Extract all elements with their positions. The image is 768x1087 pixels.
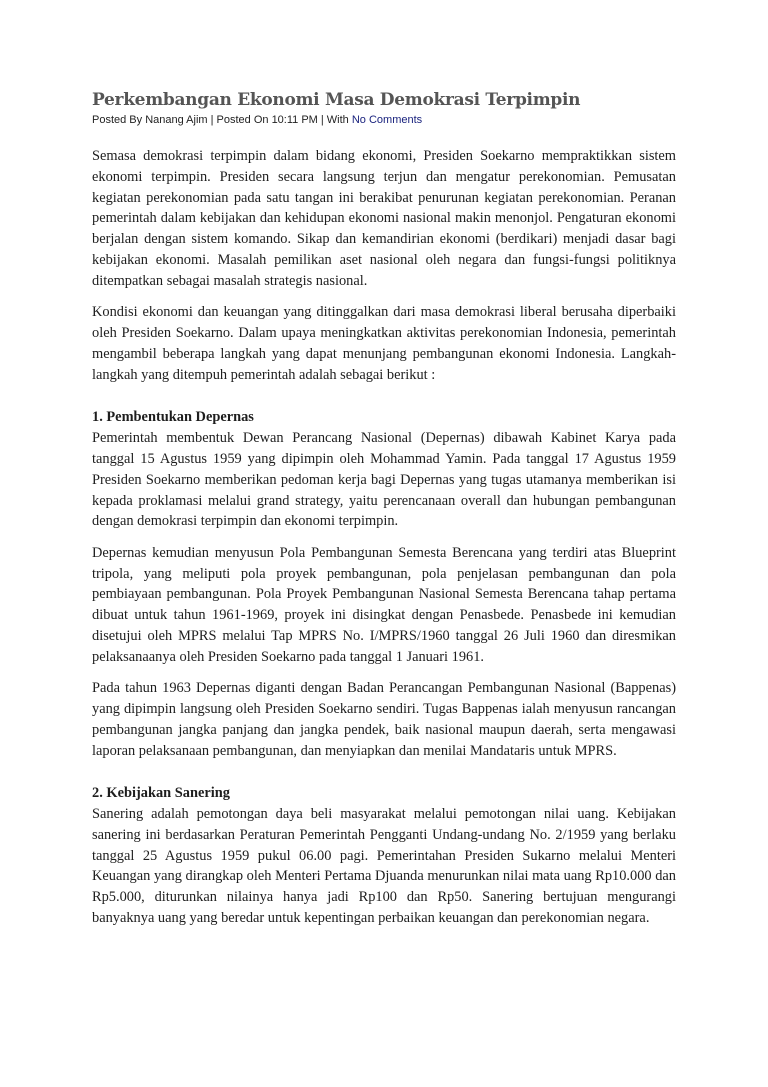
section-heading: 1. Pembentukan Depernas — [92, 409, 254, 426]
paragraph: Pada tahun 1963 Depernas diganti dengan Badan Perancangan Pembangunan Nasional (Bappenas) yang dipimpin langsung oleh Presiden Soekarno sendiri. Tugas Bappenas ialah menyusun rancangan pembangunan jangka panjang dan jangka pendek, baik nasional maupun daerah, serta mengawasi laporan pelaksanaan pembangunan, dan menyiapkan dan menilai Mandataris untuk MPRS. — [92, 680, 676, 759]
section-sanering — [92, 783, 676, 929]
post-meta-text: Posted By Nanang Ajim | Posted On 10:11 PM | With — [92, 114, 352, 126]
paragraph: Sanering adalah pemotongan daya beli masyarakat melalui pemotongan nilai uang. Kebijakan sanering ini berdasarkan Peraturan Pemerintah Pengganti Undang-undang No. 2/1959 yang berlaku tanggal 25 Agustus 1959 pukul 06.00 pagi. Pemerintahan Presiden Sukarno melalui Menteri Keuangan yang dirangkap oleh Menteri Pertama Djuanda menurunkan nilai mata uang Rp10.000 dan Rp5.000, diturunkan nilainya hanya jadi Rp100 dan Rp50. Sanering bertujuan mengurangi banyaknya uang yang beredar untuk kepentingan perbaikan keuangan dan perekonomian negara. — [92, 806, 676, 927]
paragraph: Kondisi ekonomi dan keuangan yang ditinggalkan dari masa demokrasi liberal berusaha diperbaiki oleh Presiden Soekarno. Dalam upaya meningkatkan aktivitas perekonomian Indonesia, pemerintah mengambil beberapa langkah yang dapat menunjang pembangunan ekonomi Indonesia. Langkah-langkah yang ditempuh pemerintah adalah sebagai berikut : — [92, 304, 676, 383]
comments-link[interactable]: No Comments — [351, 114, 423, 126]
page-title: Perkembangan Ekonomi Masa Demokrasi Terpimpin — [92, 90, 581, 110]
section-depernas — [92, 407, 676, 761]
post-meta — [92, 113, 676, 127]
paragraph: Pemerintah membentuk Dewan Perancang Nasional (Depernas) dibawah Kabinet Karya pada tanggal 15 Agustus 1959 yang dipimpin oleh Mohammad Yamin. Pada tanggal 17 Agustus 1959 Presiden Soekarno memberikan pedoman kerja bagi Depernas yang tugas utamanya memberikan isi kepada proklamasi melalui grand strategy, yaitu perencanaan overall dan hubungan pembangunan dengan demokrasi terpimpin dan ekonomi terpimpin. — [92, 430, 676, 530]
section-heading: 2. Kebijakan Sanering — [92, 785, 230, 802]
paragraph: Depernas kemudian menyusun Pola Pembangunan Semesta Berencana yang terdiri atas Blueprint tripola, yang meliputi pola proyek pembangunan, pola penjelasan pembangunan dan pola pembiayaan pembangunan. Pola Proyek Pembangunan Nasional Semesta Berencana tahap pertama dibuat untuk tahun 1961-1969, proyek ini disingkat dengan Penasbede. Penasbede ini kemudian disetujui oleh MPRS melalui Tap MPRS No. I/MPRS/1960 tanggal 26 Juli 1960 dan diresmikan pelaksanaanya oleh Presiden Soekarno pada tanggal 1 Januari 1961. — [92, 544, 676, 665]
article-body — [92, 146, 676, 929]
paragraph: Semasa demokrasi terpimpin dalam bidang ekonomi, Presiden Soekarno mempraktikkan sistem ekonomi terpimpin. Presiden secara langsung terjun dan mengatur perekonomian. Pemusatan kegiatan perekonomian pada satu tangan ini berakibat penurunan kegiatan perekonomian. Peranan pemerintah dalam kebijakan dan kehidupan ekonomi nasional makin menonjol. Pengaturan ekonomi berjalan dengan sistem komando. Sikap dan kemandirian ekonomi (berdikari) menjadi dasar bagi kebijakan ekonomi. Masalah pemilikan aset nasional oleh negara dan fungsi-fungsi politiknya ditempatkan sebagai masalah strategis nasional. — [92, 148, 676, 289]
document-page — [92, 88, 676, 939]
